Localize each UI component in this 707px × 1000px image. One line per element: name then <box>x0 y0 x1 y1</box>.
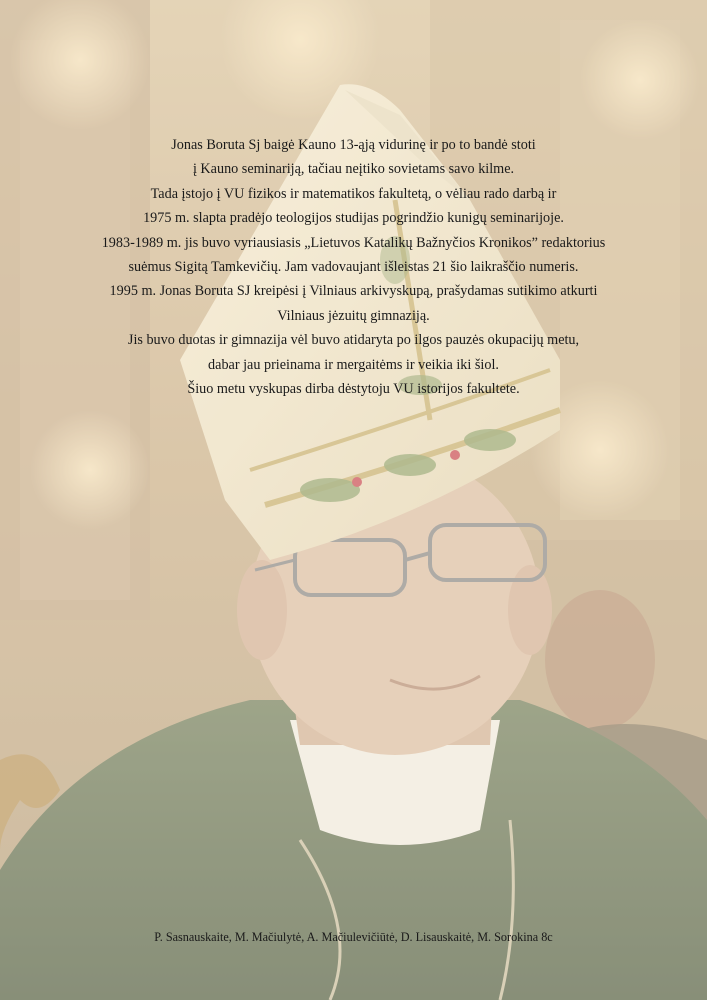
text-line: Tada įstojo į VU fizikos ir matematikos fakultetą, o vėliau rado darbą ir <box>150 185 557 202</box>
text-line: Jonas Boruta Sj baigė Kauno 13-ąją vidurinę ir po to bandė stoti <box>171 137 536 153</box>
text-line: 1983-1989 m. jis buvo vyriausiasis „Lietuvos Katalikų Bažnyčios Kronikos” redaktorius <box>101 234 606 251</box>
text-line: 1975 m. slapta pradėjo teologijos studijas pogrindžio kunigų seminarijoje. <box>143 210 564 227</box>
author-credits: P. Sasnauskaite, M. Mačiulytė, A. Mačiulevičiūtė, D. Lisauskaitė, M. Sorokina 8c <box>154 930 553 944</box>
text-line: Vilniaus jėzuitų gimnaziją. <box>277 307 430 324</box>
text-line: į Kauno seminariją, tačiau neįtiko sovietams savo kilme. <box>192 161 515 178</box>
text-line: suėmus Sigitą Tamkevičių. Jam vadovaujant išleistas 21 šio laikraščio numeris. <box>128 259 579 276</box>
text-line: dabar jau prieinama ir mergaitėms ir veikia iki šiol. <box>208 356 499 373</box>
text-line: 1995 m. Jonas Boruta SJ kreipėsi į Vilniaus arkivyskupą, prašydamas sutikimo atkurti <box>109 283 598 300</box>
text-line: Jis buvo duotas ir gimnazija vėl buvo atidaryta po ilgos pauzės okupacijų metu, <box>127 332 580 349</box>
article-text <box>60 133 647 401</box>
text-line: Šiuo metu vyskupas dirba dėstytoju VU istorijos fakultete. <box>187 381 520 398</box>
